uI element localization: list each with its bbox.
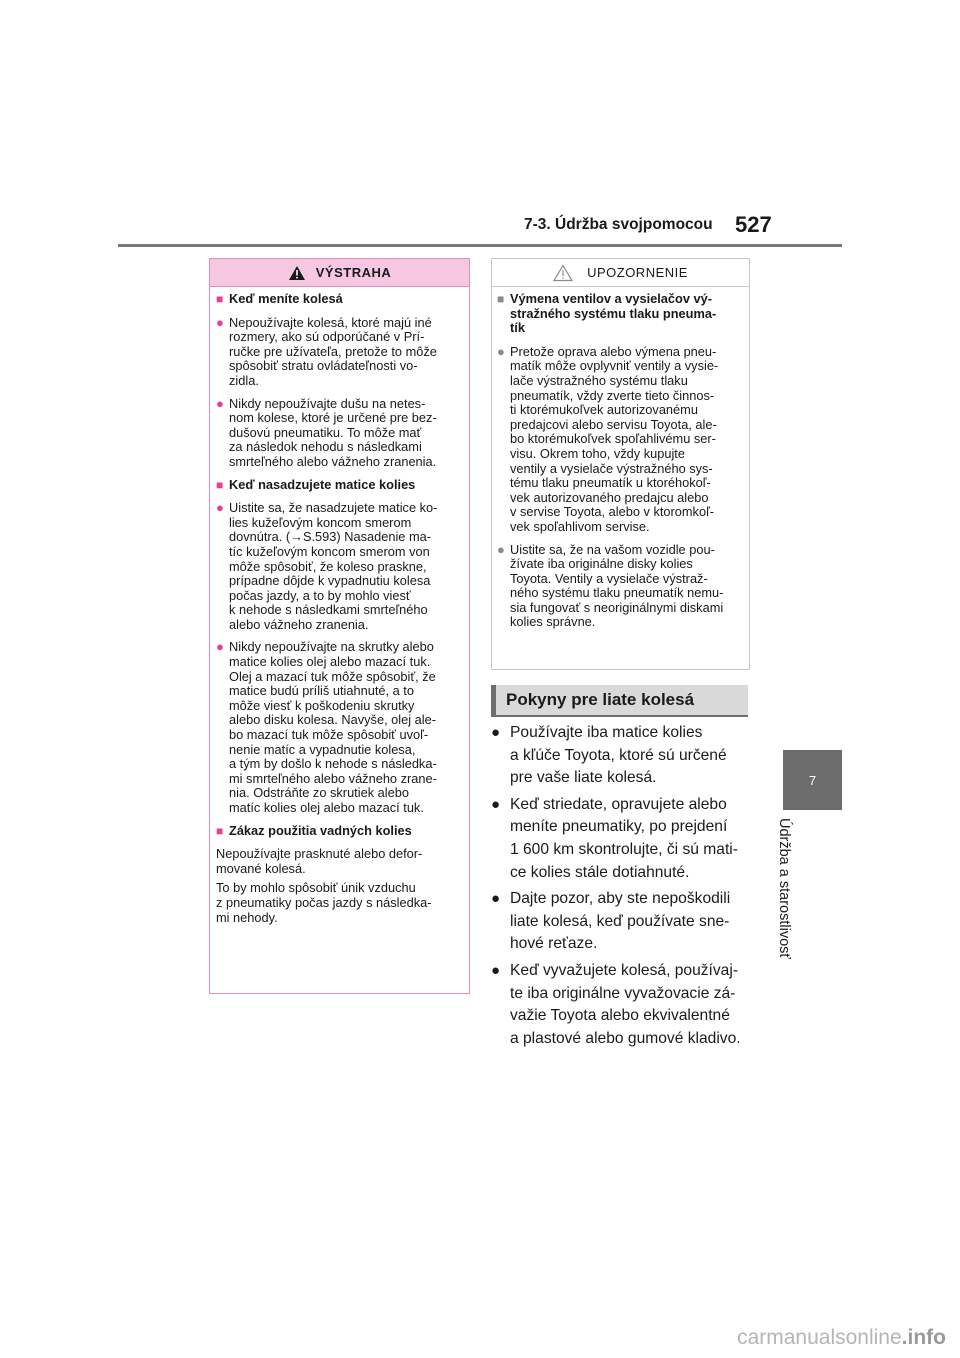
box-bullet-item [497, 345, 744, 535]
bullet-icon: ● [491, 961, 501, 979]
section-title: 7-3. Údržba svojpomocou [524, 216, 713, 233]
warning-box [209, 258, 470, 994]
instruction-item [491, 888, 753, 956]
instruction-item [491, 960, 753, 1050]
bullet-icon: ● [491, 890, 501, 908]
box-subheading-text: Zákaz použitia vadných kolies [229, 822, 412, 838]
header-divider [118, 244, 842, 247]
warning-header [210, 259, 469, 287]
instruction-text: Používajte iba matice kolies a kľúče Toyota, ktoré sú určené pre vaše liate kolesá. [510, 724, 727, 787]
box-bullet-item [216, 316, 463, 389]
box-bullet-text: Nikdy nepoužívajte na skrutky alebo matice kolies olej alebo mazací tuk. Olej a mazací tuk môže spôsobiť, že matice budú príliš utiahnuté, a to môže viesť k poškodeniu skrutky alebo disku kolesa. Navyše, olej ale- bo mazací tuk môže spôsobiť uvoľ- nenie matíc a vypadnutie kolesa, a tým by došlo k nehode s následka- mi smrteľného alebo vážneho zrane- nia. Odstráňte zo skrutiek alebo matíc kolies olej alebo mazací tuk. [229, 639, 437, 815]
watermark-domain: .info [901, 1326, 946, 1349]
box-subheading [216, 292, 463, 307]
box-subheading [216, 478, 463, 493]
section-heading [491, 685, 748, 717]
box-subheading-text: Keď nasadzujete matice kolies [229, 476, 416, 492]
caution-body [492, 287, 749, 630]
box-bullet-item [497, 543, 744, 631]
instruction-item [491, 722, 753, 790]
square-bullet-icon: ■ [497, 292, 505, 306]
round-bullet-icon: ● [497, 541, 505, 557]
bullet-icon: ● [491, 724, 501, 741]
caution-header [492, 259, 749, 287]
box-bullet-text: Uistite sa, že na vašom vozidle pou- žívate iba originálne disky kolies Toyota. Ventily a vysielače výstraž- ného systému tlaku pneumatík nemu- sia fungovať s neoriginálnymi diskami kolies správne. [510, 541, 724, 630]
caution-title: UPOZORNENIE [587, 265, 688, 280]
page-number: 527 [735, 212, 772, 237]
instruction-text: Keď vyvažujete kolesá, používaj- te iba originálne vyvažovacie zá- važie Toyota alebo ekvivalentné a plastové alebo gumové kladivo. [510, 961, 741, 1047]
warning-triangle-icon [288, 265, 306, 281]
chapter-side-label [766, 818, 826, 1008]
caution-triangle-icon [553, 264, 573, 282]
box-bullet-text: Uistite sa, že nasadzujete matice ko- lies kužeľovým koncom smerom dovnútra. (→S.593) Nasadenie ma- tíc kužeľovým koncom smerom von môže spôsobiť, že koleso praskne, prípadne dôjde k vypadnutiu kolesa počas jazdy, a to by mohlo viesť k nehode s následkami smrteľného alebo vážneho zranenia. [229, 500, 438, 632]
instruction-text: Dajte pozor, aby ste nepoškodili liate kolesá, keď používate sne- hové reťaze. [510, 890, 731, 953]
section-heading-text: Pokyny pre liate kolesá [506, 690, 695, 709]
box-bullet-text: Nikdy nepoužívajte dušu na netes- nom kolese, ktoré je určené pre bez- dušovú pneumatiku. To môže mať za následok nehodu s následkami smrteľného alebo vážneho zranenia. [229, 395, 437, 469]
square-bullet-icon: ■ [216, 477, 224, 492]
square-bullet-icon: ■ [216, 292, 224, 306]
chapter-title: Údržba a starostlivosť [776, 818, 792, 959]
box-paragraph: Nepoužívajte prasknuté alebo defor- mované kolesá. [216, 846, 423, 876]
alloy-wheel-instructions [491, 722, 753, 1054]
square-bullet-icon: ■ [216, 823, 224, 838]
box-subheading [216, 824, 463, 839]
instruction-item [491, 794, 753, 884]
watermark-text: carmanualsonline [737, 1326, 902, 1349]
box-subheading-text: Výmena ventilov a vysielačov vý- stražného systému tlaku pneuma- tík [510, 291, 717, 336]
box-bullet-item [216, 501, 463, 632]
watermark[interactable] [737, 1326, 946, 1350]
round-bullet-icon: ● [216, 639, 224, 655]
box-bullet-item [216, 397, 463, 470]
box-subheading-text: Keď meníte kolesá [229, 291, 343, 306]
box-bullet-item [216, 640, 463, 815]
instruction-text: Keď striedate, opravujete alebo meníte pneumatiky, po prejdení 1 600 km skontrolujte, či sú mati- ce kolies stále dotiahnuté. [510, 795, 738, 881]
chapter-tab[interactable] [783, 750, 842, 810]
warning-title: VÝSTRAHA [315, 265, 392, 280]
round-bullet-icon: ● [497, 343, 505, 359]
box-subheading [497, 292, 744, 336]
box-bullet-text: Nepoužívajte kolesá, ktoré majú iné rozmery, ako sú odporúčané v Prí- ručke pre užívateľa, pretože to môže spôsobiť stratu ovládateľnosti vo- zidla. [229, 314, 437, 388]
chapter-number: 7 [808, 772, 817, 788]
round-bullet-icon: ● [216, 314, 224, 330]
warning-body [210, 287, 469, 925]
caution-box [491, 258, 750, 670]
round-bullet-icon: ● [216, 500, 224, 516]
bullet-icon: ● [491, 795, 501, 813]
box-paragraph: To by mohlo spôsobiť únik vzduchu z pneumatiky počas jazdy s následka- mi nehody. [216, 880, 432, 925]
box-bullet-text: Pretože oprava alebo výmena pneu- matík môže ovplyvniť ventily a vysie- lače výstražného systému tlaku pneumatík, vždy zverte tieto činnos- ti ktorémukoľvek autorizovanému predajcovi alebo servisu Toyota, ale- bo ktorémukoľvek spoľahlivému ser- visu. Okrem toho, vždy kupujte ventily a vysielače výstražného sys- tému tlaku pneumatík u ktoréhokoľ- vek autorizovaného predajcu alebo v servise Toyota, alebo v ktoromkoľ- vek spoľahlivom servise. [510, 343, 719, 534]
round-bullet-icon: ● [216, 395, 224, 411]
